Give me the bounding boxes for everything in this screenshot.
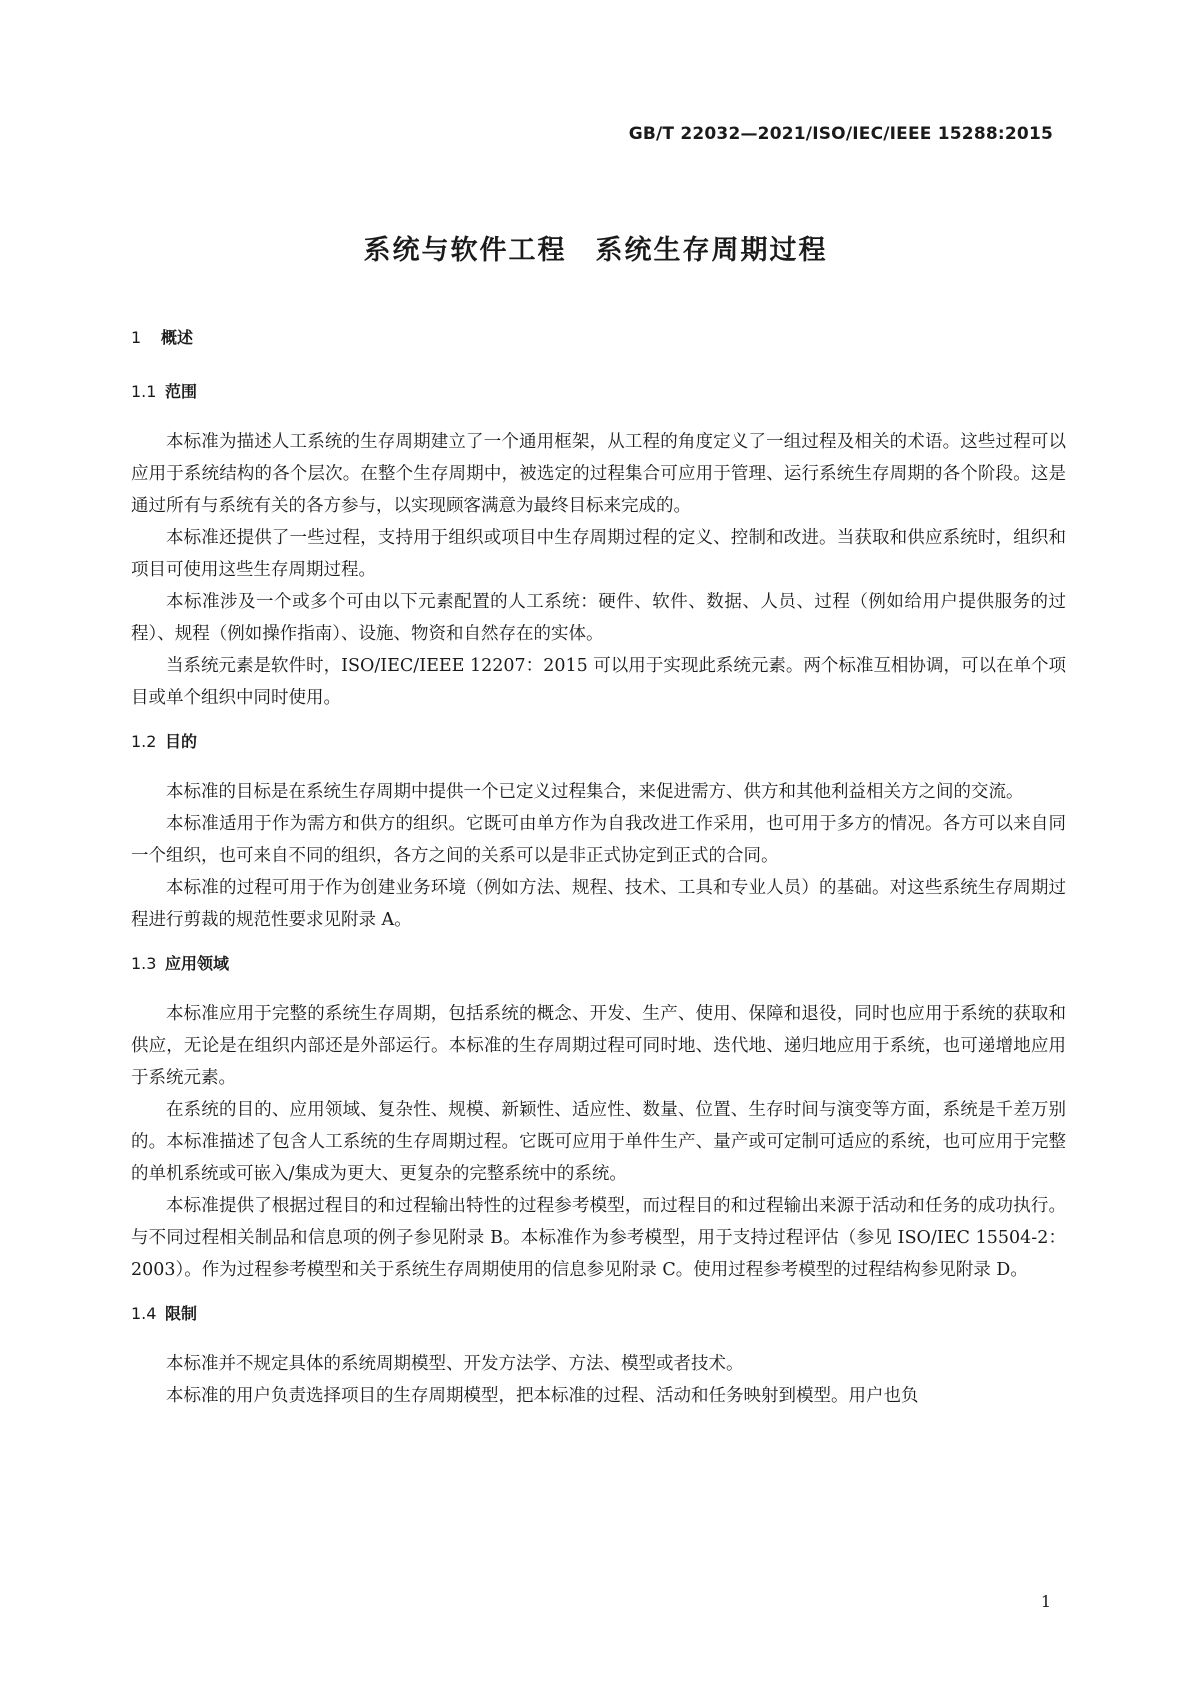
paragraph: 本标准还提供了一些过程，支持用于组织或项目中生存周期过程的定义、控制和改进。当获取和供应系统时，组织和项目可使用这些生存周期过程。	[131, 528, 1066, 580]
paragraph: 本标准涉及一个或多个可由以下元素配置的人工系统：硬件、软件、数据、人员、过程（例如给用户提供服务的过程）、规程（例如操作指南）、设施、物资和自然存在的实体。	[131, 592, 1066, 644]
section-title: 应用领域	[165, 954, 230, 973]
section-number: 1.2	[131, 732, 157, 751]
section-heading	[131, 326, 1066, 350]
section-number: 1.3	[131, 954, 157, 973]
paragraph: 本标准的过程可用于作为创建业务环境（例如方法、规程、技术、工具和专业人员）的基础。对这些系统生存周期过程进行剪裁的规范性要求见附录 A。	[131, 878, 1066, 930]
section-1-1	[131, 380, 1066, 714]
section-heading	[131, 730, 1066, 754]
paragraph: 本标准的目标是在系统生存周期中提供一个已定义过程集合，来促进需方、供方和其他利益相关方之间的交流。	[166, 782, 1024, 802]
document-body	[131, 326, 1066, 1428]
standard-number: GB/T 22032—2021/ISO/IEC/IEEE 15288:2015	[628, 124, 1053, 144]
section-heading	[131, 1302, 1066, 1326]
paragraph: 本标准的用户负责选择项目的生存周期模型，把本标准的过程、活动和任务映射到模型。用户也负	[166, 1386, 919, 1406]
section-title: 限制	[165, 1304, 198, 1323]
paragraph: 本标准应用于完整的系统生存周期，包括系统的概念、开发、生产、使用、保障和退役，同时也应用于系统的获取和供应，无论是在组织内部还是外部运行。本标准的生存周期过程可同时地、迭代地、递归地应用于系统，也可递增地应用于系统元素。	[131, 1004, 1066, 1088]
document-title: 系统与软件工程 系统生存周期过程	[363, 235, 828, 266]
paragraph: 本标准并不规定具体的系统周期模型、开发方法学、方法、模型或者技术。	[166, 1354, 744, 1374]
paragraph: 本标准为描述人工系统的生存周期建立了一个通用框架，从工程的角度定义了一组过程及相关的术语。这些过程可以应用于系统结构的各个层次。在整个生存周期中，被选定的过程集合可应用于管理、运行系统生存周期的各个阶段。这是通过所有与系统有关的各方参与，以实现顾客满意为最终目标来完成的。	[131, 432, 1066, 516]
section-number: 1.4	[131, 1304, 157, 1323]
section-heading	[131, 380, 1066, 404]
section-title: 概述	[161, 328, 194, 347]
section-1	[131, 326, 1066, 350]
paragraph: 当系统元素是软件时，ISO/IEC/IEEE 12207：2015 可以用于实现此系统元素。两个标准互相协调，可以在单个项目或单个组织中同时使用。	[131, 656, 1066, 708]
section-1-3	[131, 952, 1066, 1286]
paragraph: 本标准提供了根据过程目的和过程输出特性的过程参考模型，而过程目的和过程输出来源于活动和任务的成功执行。与不同过程相关制品和信息项的例子参见附录 B。本标准作为参考模型，用于支持过程评估（参见 ISO/IEC 15504-2：2003）。作为过程参考模型和关于系统生存周期使用的信息参见附录 C。使用过程参考模型的过程结构参见附录 D。	[131, 1196, 1066, 1280]
page-number: 1	[1040, 1592, 1051, 1611]
paragraph: 本标准适用于作为需方和供方的组织。它既可由单方作为自我改进工作采用，也可用于多方的情况。各方可以来自同一个组织，也可来自不同的组织，各方之间的关系可以是非正式协定到正式的合同。	[131, 814, 1066, 866]
section-heading	[131, 952, 1066, 976]
section-1-2	[131, 730, 1066, 936]
paragraph: 在系统的目的、应用领域、复杂性、规模、新颖性、适应性、数量、位置、生存时间与演变等方面，系统是千差万别的。本标准描述了包含人工系统的生存周期过程。它既可应用于单件生产、量产或可定制可适应的系统，也可应用于完整的单机系统或可嵌入/集成为更大、更复杂的完整系统中的系统。	[131, 1100, 1066, 1184]
section-number: 1	[131, 328, 142, 347]
section-number: 1.1	[131, 382, 157, 401]
section-title: 目的	[165, 732, 198, 751]
section-title: 范围	[165, 382, 198, 401]
section-1-4	[131, 1302, 1066, 1412]
